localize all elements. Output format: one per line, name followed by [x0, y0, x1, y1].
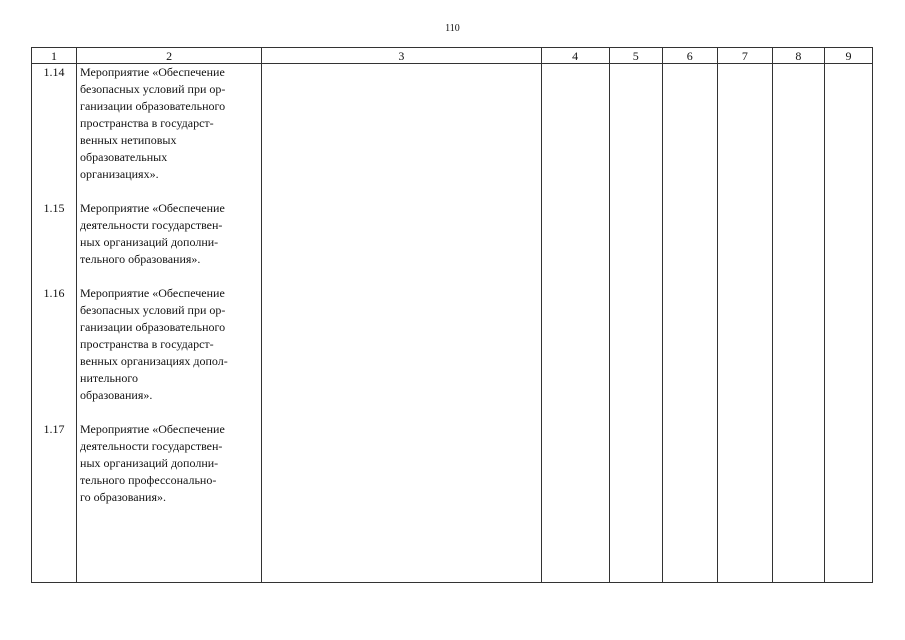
column-header-2: 2 — [77, 48, 262, 64]
data-table — [31, 47, 873, 583]
empty-cell-4 — [541, 64, 609, 583]
row-description: Мероприятие «Обеспечение деятельности государствен- ных организаций дополни- тельного профессонально- го образования». — [80, 422, 225, 504]
table-row — [32, 64, 873, 583]
row-description: Мероприятие «Обеспечение безопасных условий при ор- ганизации образовательного пространства в государст- венных организациях допол- нительного образования». — [80, 286, 228, 402]
column-header-8: 8 — [772, 48, 824, 64]
empty-cell-9 — [824, 64, 872, 583]
column-header-5: 5 — [609, 48, 662, 64]
row-number: 1.14 — [43, 65, 65, 79]
empty-cell-5 — [609, 64, 662, 583]
row-number: 1.16 — [43, 286, 65, 300]
column-header-3: 3 — [262, 48, 541, 64]
row-number: 1.17 — [43, 422, 65, 436]
column-header-1: 1 — [32, 48, 77, 64]
page-number: 110 — [445, 23, 460, 34]
row-description: Мероприятие «Обеспечение безопасных условий при ор- ганизации образовательного пространства в государст- венных нетиповых образовательных организациях». — [80, 65, 226, 181]
column-header-6: 6 — [662, 48, 717, 64]
header-row — [32, 48, 873, 64]
row-number-column — [32, 64, 77, 583]
empty-cell-8 — [772, 64, 824, 583]
empty-cell-3 — [262, 64, 541, 583]
column-header-7: 7 — [717, 48, 772, 64]
empty-cell-6 — [662, 64, 717, 583]
row-description: Мероприятие «Обеспечение деятельности государствен- ных организаций дополни- тельного образования». — [80, 201, 225, 266]
description-column — [77, 64, 262, 583]
empty-cell-7 — [717, 64, 772, 583]
row-number: 1.15 — [43, 201, 65, 215]
column-header-4: 4 — [541, 48, 609, 64]
column-header-9: 9 — [824, 48, 872, 64]
